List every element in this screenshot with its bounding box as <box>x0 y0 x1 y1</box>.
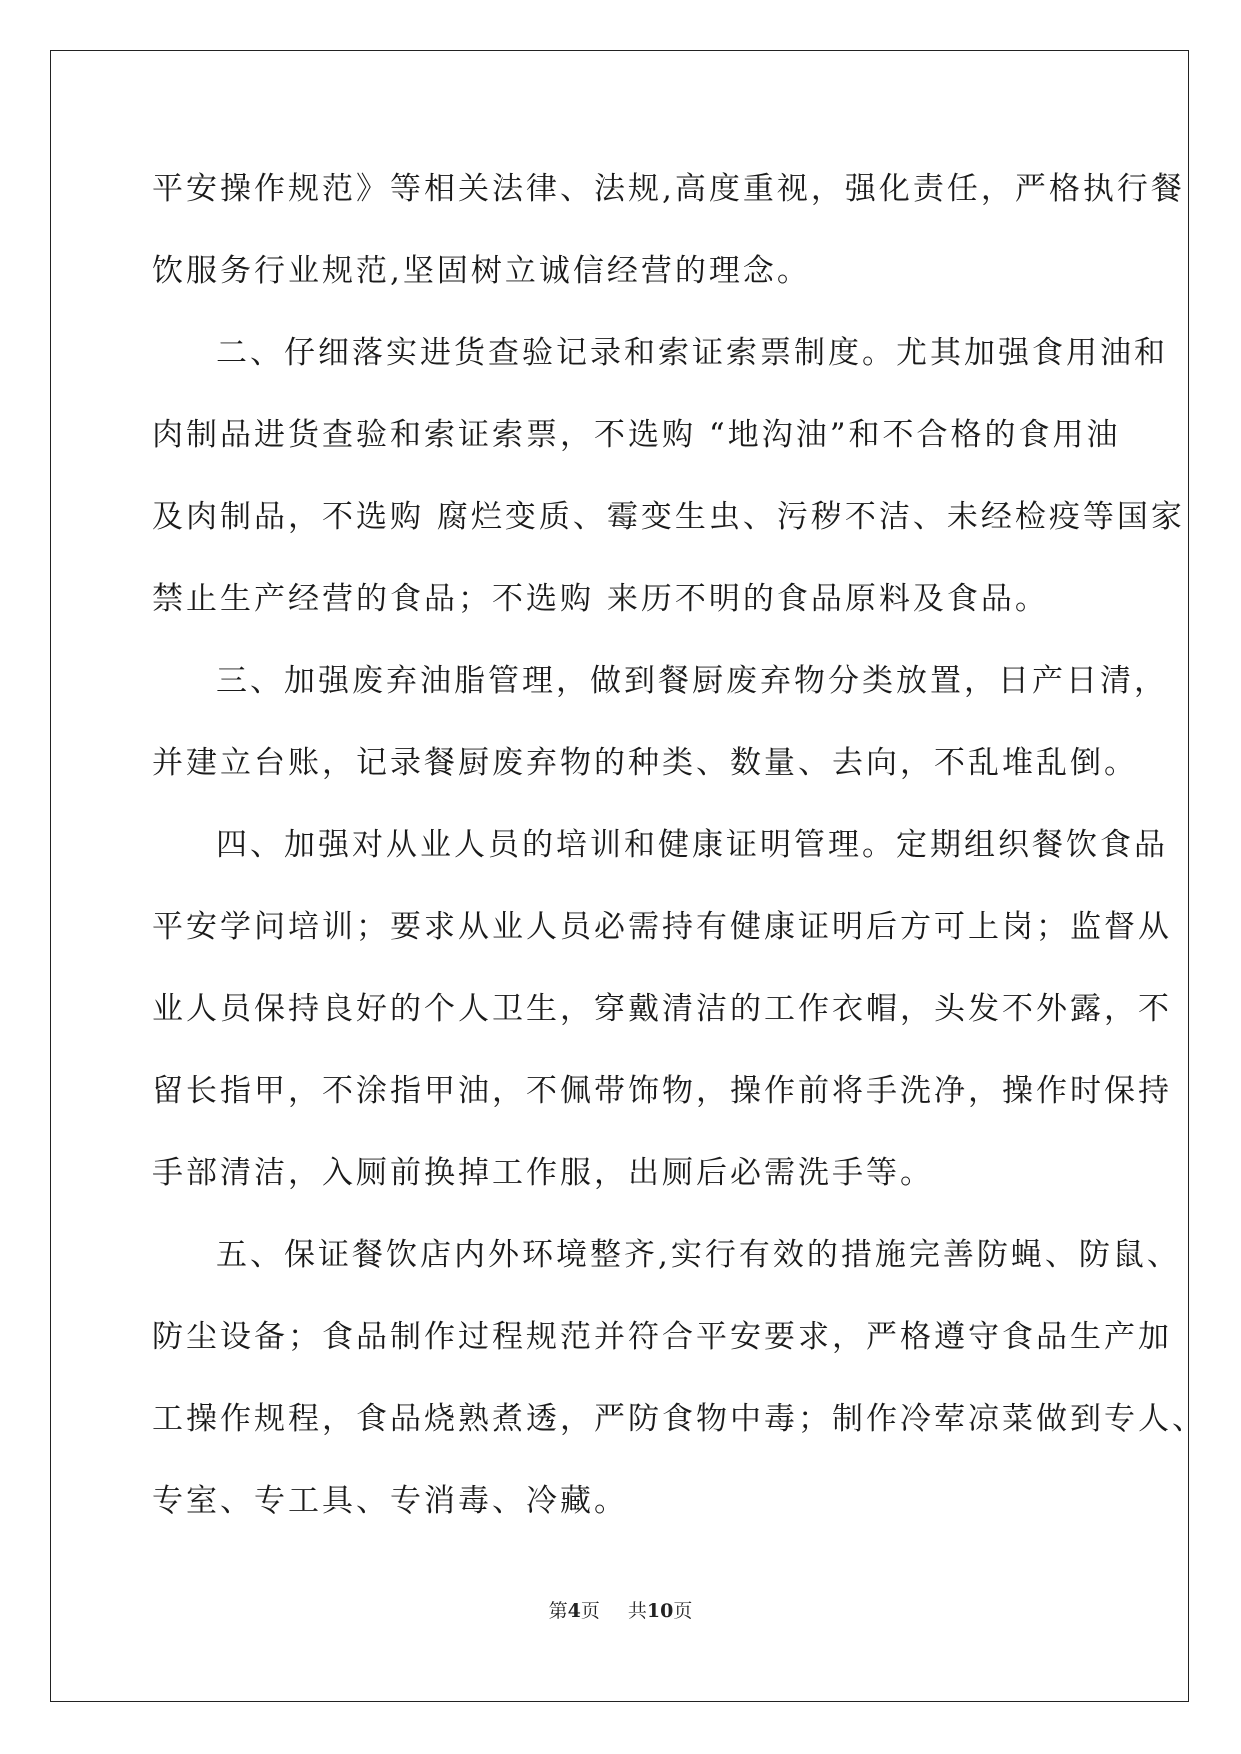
total-prefix: 共 <box>627 1600 647 1622</box>
paragraph-line: 五、保证餐饮店内外环境整齐,实行有效的措施完善防蝇、防鼠、 <box>216 1237 1181 1273</box>
paragraph-line: 肉制品进货查验和索证索票，不选购 “地沟油”和不合格的食用油 <box>152 417 1121 453</box>
paragraph-line: 禁止生产经营的食品；不选购 来历不明的食品原料及食品。 <box>152 581 1049 617</box>
page-suffix: 页 <box>580 1600 600 1622</box>
paragraph-line: 防尘设备；食品制作过程规范并符合平安要求，严格遵守食品生产加 <box>152 1319 1172 1355</box>
paragraph-line: 平安学问培训；要求从业人员必需持有健康证明后方可上岗；监督从 <box>152 909 1172 945</box>
paragraph-line: 并建立台账，记录餐厨废弃物的种类、数量、去向，不乱堆乱倒。 <box>152 745 1138 781</box>
paragraph-line: 工操作规程，食品烧熟煮透，严防食物中毒；制作冷荤凉菜做到专人、 <box>152 1401 1206 1437</box>
paragraph-line: 饮服务行业规范,坚固树立诚信经营的理念。 <box>152 253 811 289</box>
page-footer <box>0 1596 1241 1623</box>
paragraph-line: 专室、专工具、专消毒、冷藏。 <box>152 1483 628 1519</box>
paragraph-line: 二、仔细落实进货查验记录和索证索票制度。尤其加强食用油和 <box>216 335 1168 371</box>
paragraph-line: 留长指甲，不涂指甲油，不佩带饰物，操作前将手洗净，操作时保持 <box>152 1073 1172 1109</box>
page-prefix: 第 <box>548 1600 568 1622</box>
paragraph-line: 三、加强废弃油脂管理，做到餐厨废弃物分类放置，日产日清， <box>216 663 1168 699</box>
paragraph-line: 业人员保持良好的个人卫生，穿戴清洁的工作衣帽，头发不外露，不 <box>152 991 1172 1027</box>
total-pages: 10 <box>646 1600 674 1622</box>
page-number: 4 <box>567 1600 581 1622</box>
total-suffix: 页 <box>673 1600 693 1622</box>
paragraph-line: 平安操作规范》等相关法律、法规,高度重视，强化责任，严格执行餐 <box>152 171 1185 207</box>
paragraph-line: 及肉制品，不选购 腐烂变质、霉变生虫、污秽不洁、未经检疫等国家 <box>152 499 1185 535</box>
paragraph-line: 手部清洁，入厕前换掉工作服，出厕后必需洗手等。 <box>152 1155 934 1191</box>
document-body <box>152 158 1206 1552</box>
paragraph-line: 四、加强对从业人员的培训和健康证明管理。定期组织餐饮食品 <box>216 827 1168 863</box>
